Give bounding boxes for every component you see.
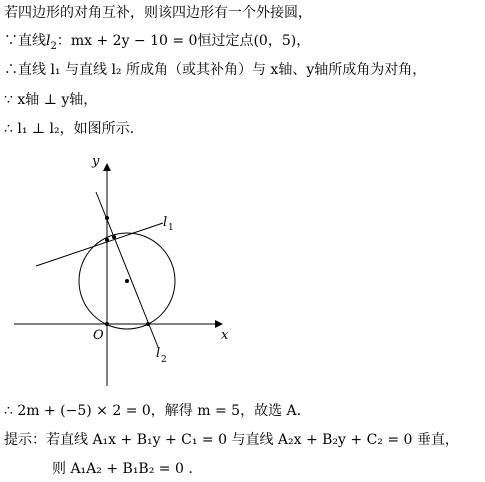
point-fixed [105,216,109,220]
point-origin [105,322,109,326]
l2-sub: 2 [161,355,167,365]
line2-suffix: 恒过定点(0，5)， [197,33,311,49]
point-x-intercept [146,322,150,326]
hint-line: 提示：若直线 A₁x + B₁y + C₁ = 0 与直线 A₂x + B₂y + C₂ = 0 垂直， [4,432,459,448]
solution-line-4: ∵ x轴 ⊥ y轴， [4,92,98,108]
solution-line-5: ∴ l₁ ⊥ l₂，如图所示. [4,121,135,137]
x-axis-label: x [221,328,229,343]
line2-equation: ：mx + 2y − 10 = 0 [56,33,198,49]
solution-line-6: ∴ 2m + (−5) × 2 = 0，解得 m = 5，故选 A. [4,403,302,419]
l1-sub: 1 [168,223,174,233]
point-center [125,279,129,283]
solution-line-1: 若四边形的对角互补，则该四边形有一个外接圆， [4,5,312,21]
l1-label: l [163,215,168,230]
point-l1-l2 [112,235,116,239]
point-intersect-y [105,238,109,242]
line2-sub: 2 [50,41,57,52]
line2-l: l [46,33,51,49]
origin-label: O [93,328,104,343]
y-axis-label: y [92,154,100,169]
solution-line-2 [4,31,310,57]
geometry-figure [0,150,485,395]
hint-conclusion: 则 A₁A₂ + B₁B₂ = 0 . [52,461,193,477]
l2-label: l [156,346,161,361]
line2-prefix: ∵直线 [4,33,46,49]
line-l1 [36,223,163,266]
solution-line-3: ∴直线 l₁ 与直线 l₂ 所成角（或其补角）与 x轴、y轴所成角为对角， [4,62,427,78]
